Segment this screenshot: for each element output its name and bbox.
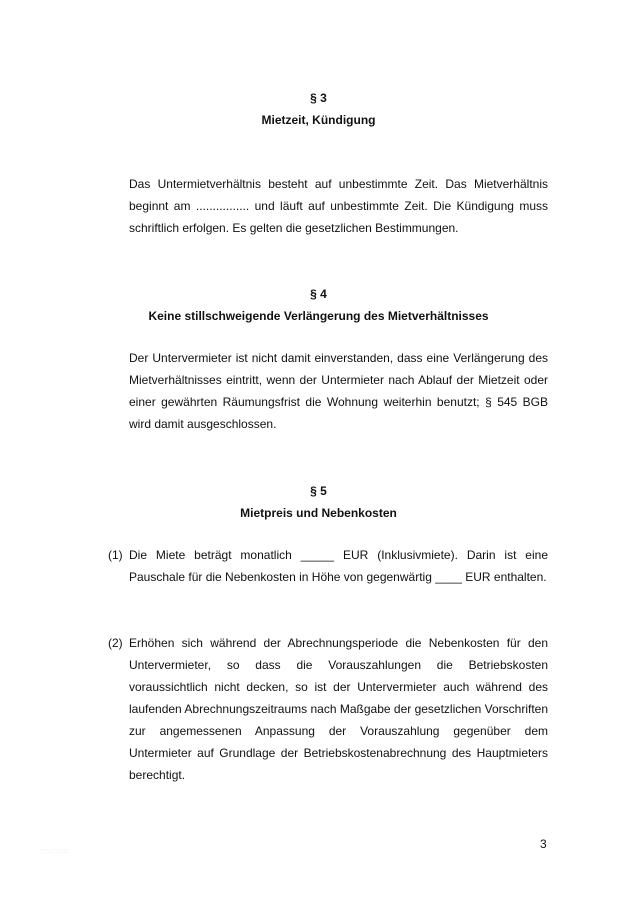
item-text: Die Miete beträgt monatlich _____ EUR (Inklusivmiete). Darin ist eine Pauschale für die Nebenkosten in Höhe von gegenwärtig ____ EUR enthalten. (129, 548, 548, 584)
section-3-number: § 3 (310, 91, 327, 105)
item-number: (2) (108, 636, 123, 650)
section-5-number: § 5 (310, 484, 327, 498)
item-text: Erhöhen sich während der Abrechnungsperiode die Nebenkosten für den Untervermieter, so dass die Vorauszahlungen die Betriebskosten voraussichtlich nicht decken, so ist der Untervermieter auch während des laufenden Abrechnungszeitraums nach Maßgabe der gesetzlichen Vorschriften zur angemessenen Anpassung der Vorauszahlung gegenüber dem Untermieter auf Grundlage der Betriebskostenabrechnung des Hauptmieters berechtigt. (129, 636, 548, 782)
section-4-paragraph: Der Untervermieter ist nicht damit einverstanden, dass eine Verlängerung des Mietverhältnisses eintritt, wenn der Untermieter nach Ablauf der Mietzeit oder einer gewährten Räumungsfrist die Wohnung weiterhin benutzt; § 545 BGB wird damit ausgeschlossen. (129, 351, 548, 431)
section-3-title: Mietzeit, Kündigung (261, 113, 376, 127)
section-4-title: Keine stillschweigende Verlängerung des Mietverhältnisses (148, 309, 489, 323)
section-5-title: Mietpreis und Nebenkosten (240, 506, 397, 520)
section-3-paragraph: Das Untermietverhältnis besteht auf unbestimmte Zeit. Das Mietverhältnis beginnt am ................ und läuft auf unbestimmte Zeit. Die Kündigung muss schriftlich erfolgen. Es gelten die gesetzlichen Bestimmungen. (129, 177, 548, 235)
faint-watermark: ▭▭▭ (40, 846, 69, 857)
page-number: 3 (540, 837, 547, 851)
section-5-item-1 (108, 544, 548, 588)
section-4-number: § 4 (310, 287, 327, 301)
item-number: (1) (108, 548, 123, 562)
section-5-item-2 (108, 632, 548, 786)
